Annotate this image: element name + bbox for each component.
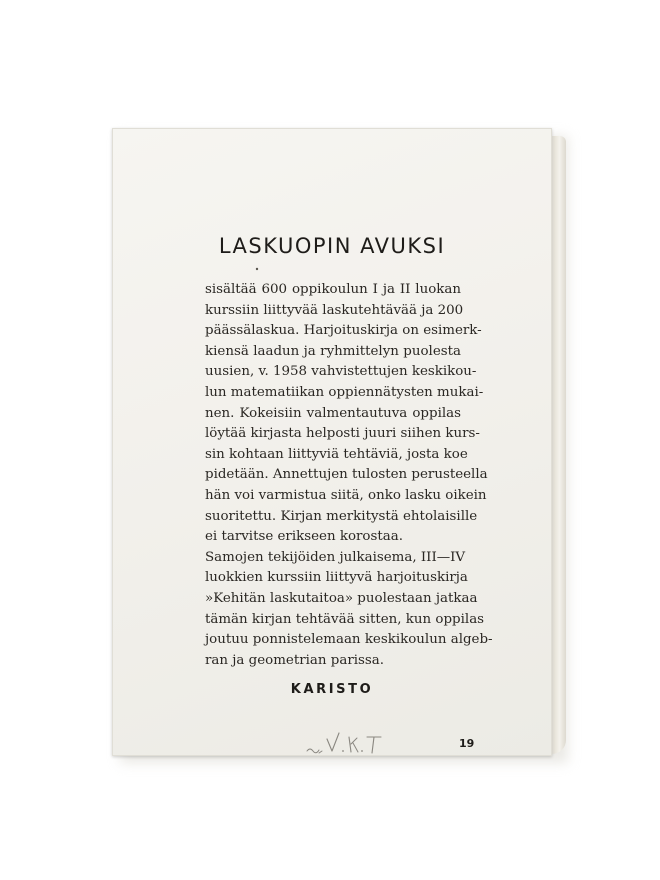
blurb-line: lun matematiikan oppiennätysten mukai-: [205, 384, 484, 400]
blurb-line: sisältää 600 oppikoulun I ja II luokan: [205, 282, 461, 297]
blurb-line: nen. Kokeisiin valmentautuva oppilas: [205, 405, 461, 421]
blurb-line: »Kehitän laskutaitoa» puolestaan jatkaa: [205, 590, 478, 606]
blurb-line: löytää kirjasta helposti juuri siihen kurs-: [205, 426, 480, 442]
blurb-line: uusien, v. 1958 vahvistettujen keskikou-: [205, 364, 477, 380]
blurb-line: pidetään. Annettujen tulosten perusteella: [205, 467, 488, 483]
ink-speck-icon: [255, 267, 259, 271]
blurb-line: kiensä laadun ja ryhmittelyn puolesta: [205, 343, 461, 359]
blurb-line: hän voi varmistua siitä, onko lasku oikein: [205, 487, 487, 503]
blurb-line: luokkien kurssiin liittyvä harjoituskirja: [205, 570, 468, 586]
blurb-line: tämän kirjan tehtävää sitten, kun oppilas: [205, 611, 485, 627]
book-title: LASKUOPIN AVUKSI: [218, 234, 446, 258]
blurb-line: ei tarvitse erikseen korostaa.: [205, 529, 403, 545]
blurb-line: kurssiin liittyvää laskutehtävää ja 200: [205, 302, 464, 318]
blurb-line: suoritettu. Kirjan merkitystä ehtolaisille: [205, 508, 478, 524]
blurb-line: sin kohtaan liittyviä tehtäviä, josta koe: [205, 446, 468, 462]
book-back-cover: [112, 128, 552, 756]
pencil-scribble-icon: [305, 727, 391, 759]
publisher-name: KARISTO: [290, 682, 374, 697]
blurb-text: [205, 280, 493, 671]
blurb-line: Samojen tekijöiden julkaisema, III—IV: [205, 549, 466, 565]
blurb-line: joutuu ponnistelemaan keskikoulun algeb-: [205, 632, 493, 648]
series-number: 19: [459, 737, 475, 750]
blurb-line: päässälaskua. Harjoituskirja on esimerk-: [205, 323, 482, 339]
blurb-line: ran ja geometrian parissa.: [205, 652, 384, 668]
